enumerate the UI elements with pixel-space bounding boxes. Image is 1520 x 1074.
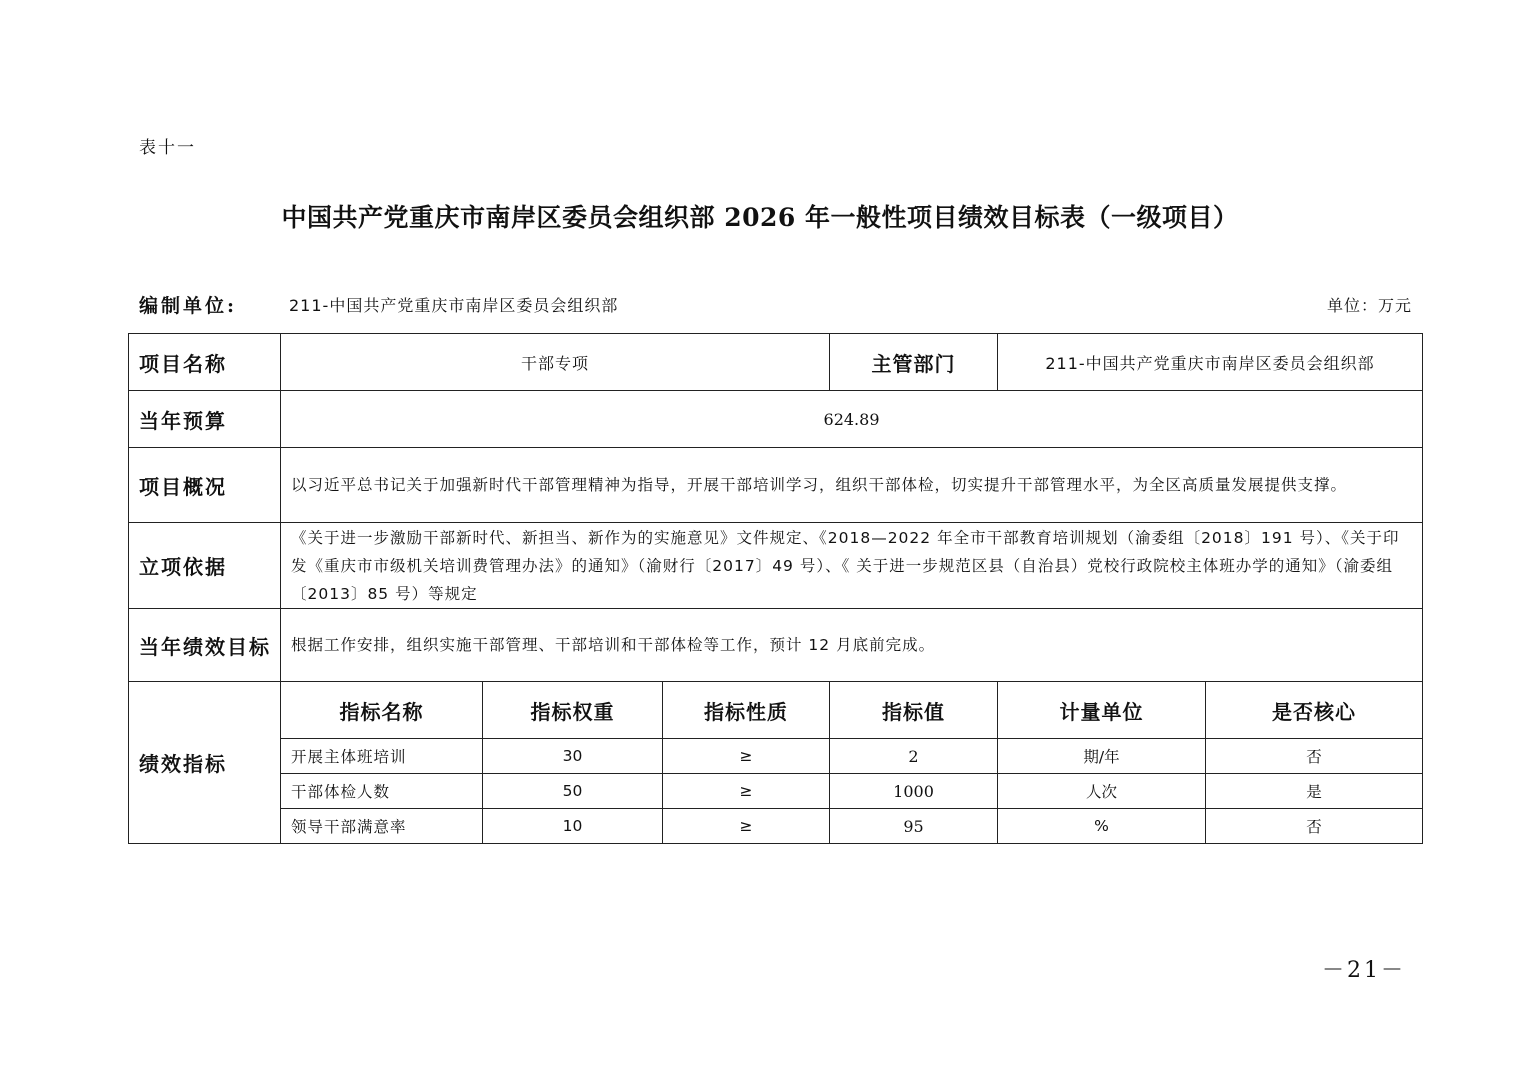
header-indicator-weight: 指标权重 xyxy=(483,682,663,739)
indicator-unit: 期/年 xyxy=(998,739,1206,774)
compiler-value: 211-中国共产党重庆市南岸区委员会组织部 xyxy=(289,296,619,315)
header-unit: 计量单位 xyxy=(998,682,1206,739)
compiler-label: 编制单位: xyxy=(139,295,238,317)
indicators-section-label: 绩效指标 xyxy=(129,682,281,844)
goal-label: 当年绩效目标 xyxy=(129,609,281,682)
indicator-nature: ≥ xyxy=(663,774,830,809)
project-name-value: 干部专项 xyxy=(281,334,830,391)
unit-label: 单位：万元 xyxy=(1326,296,1412,315)
header-indicator-nature: 指标性质 xyxy=(663,682,830,739)
header-is-core: 是否核心 xyxy=(1206,682,1423,739)
indicator-is-core: 否 xyxy=(1206,739,1423,774)
page-number: －21－ xyxy=(1322,958,1406,983)
indicator-unit: 人次 xyxy=(998,774,1206,809)
row-project-name xyxy=(129,334,1423,391)
indicator-nature: ≥ xyxy=(663,739,830,774)
dept-label: 主管部门 xyxy=(830,334,998,391)
table-row xyxy=(129,809,1423,844)
indicator-unit: % xyxy=(998,809,1206,844)
header-indicator-name: 指标名称 xyxy=(281,682,483,739)
row-overview xyxy=(129,448,1423,523)
indicator-name: 开展主体班培训 xyxy=(281,739,483,774)
page-title: 中国共产党重庆市南岸区委员会组织部 2026 年一般性项目绩效目标表（一级项目） xyxy=(281,203,1239,232)
overview-label: 项目概况 xyxy=(129,448,281,523)
table-row xyxy=(129,739,1423,774)
meta-row xyxy=(139,291,1412,317)
indicator-weight: 50 xyxy=(483,774,663,809)
performance-table xyxy=(128,333,1423,844)
basis-label: 立项依据 xyxy=(129,523,281,609)
table-row xyxy=(129,774,1423,809)
row-goal xyxy=(129,609,1423,682)
indicator-is-core: 是 xyxy=(1206,774,1423,809)
header-indicator-value: 指标值 xyxy=(830,682,998,739)
indicator-nature: ≥ xyxy=(663,809,830,844)
basis-value: 《关于进一步激励干部新时代、新担当、新作为的实施意见》文件规定、《2018—2022 年全市干部教育培训规划（渝委组〔2018〕191 号）、《关于印发《重庆市市级机关培训费管理办法》的通知》（渝财行〔2017〕49 号）、《 关于进一步规范区县（自治县）党校行政院校主体班办学的通知》（渝委组〔2013〕85 号）等规定 xyxy=(281,523,1423,609)
indicator-name: 领导干部满意率 xyxy=(281,809,483,844)
budget-value: 624.89 xyxy=(281,391,1423,448)
goal-value: 根据工作安排，组织实施干部管理、干部培训和干部体检等工作，预计 12 月底前完成。 xyxy=(281,609,1423,682)
project-name-label: 项目名称 xyxy=(129,334,281,391)
row-basis xyxy=(129,523,1423,609)
overview-value: 以习近平总书记关于加强新时代干部管理精神为指导，开展干部培训学习，组织干部体检，切实提升干部管理水平，为全区高质量发展提供支撑。 xyxy=(281,448,1423,523)
indicator-weight: 10 xyxy=(483,809,663,844)
indicator-weight: 30 xyxy=(483,739,663,774)
row-budget xyxy=(129,391,1423,448)
dept-value: 211-中国共产党重庆市南岸区委员会组织部 xyxy=(998,334,1423,391)
budget-label: 当年预算 xyxy=(129,391,281,448)
indicator-is-core: 否 xyxy=(1206,809,1423,844)
indicator-value: 95 xyxy=(830,809,998,844)
indicator-value: 1000 xyxy=(830,774,998,809)
table-label: 表十一 xyxy=(139,138,196,158)
indicator-name: 干部体检人数 xyxy=(281,774,483,809)
indicator-value: 2 xyxy=(830,739,998,774)
indicator-header-row xyxy=(129,682,1423,739)
